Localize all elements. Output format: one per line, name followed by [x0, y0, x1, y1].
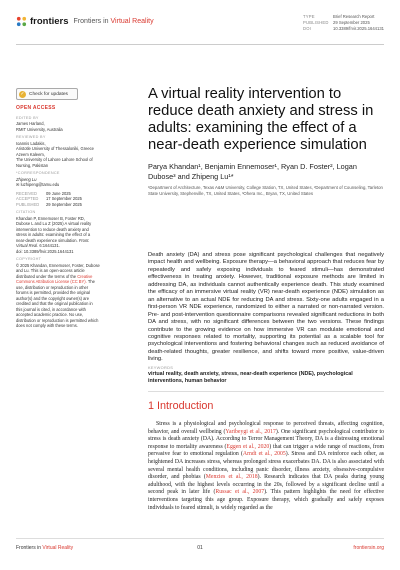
date-published: PUBLISHED 29 September 2025	[16, 201, 82, 207]
copyright-heading: COPYRIGHT	[16, 257, 42, 261]
reference-link[interactable]: Arndt et al., 2005	[242, 451, 286, 458]
keywords-divider	[148, 391, 384, 392]
keywords: virtual reality, death anxiety, stress, near-death experience (NDE), psychological interventions, human behavior	[148, 371, 353, 384]
reference-link[interactable]: Eggen et al., 2020	[226, 443, 270, 450]
footer-journal: Frontiers in Virtual Reality	[16, 545, 74, 551]
author-list: Parya Khandan¹, Benjamin Ennemoser¹, Ryan D. Foster², Logan Dubose³ and Zhipeng Lu¹*	[148, 162, 357, 181]
corresponding-email[interactable]: ✉ luzhipeng@tamu.edu	[16, 182, 60, 187]
article-meta	[303, 14, 384, 32]
editor: James Harland, RMIT University, Australia	[16, 121, 63, 132]
footer-divider	[16, 538, 384, 539]
section-heading-introduction: 1 Introduction	[148, 400, 214, 412]
check-for-updates-button[interactable]: ✓ Check for updates	[16, 88, 78, 100]
open-access-label: OPEN ACCESS	[16, 105, 56, 111]
check-icon: ✓	[20, 91, 25, 97]
license-link[interactable]: Creative Commons Attribution License (CC BY).	[16, 273, 93, 284]
footer-site-link[interactable]: frontiersin.org	[353, 545, 384, 551]
citation-heading: CITATION	[16, 210, 36, 214]
meta-doi: DOI 10.3389/frvir.2025.1644131	[303, 26, 384, 31]
article-title: A virtual reality intervention to reduce death anxiety and stress in adults: examining the effect of a near-death experience simulation	[148, 86, 374, 153]
dates-block	[16, 191, 100, 208]
frontiers-logo-icon	[16, 16, 27, 27]
reference-link[interactable]: Russac et al., 2007	[215, 489, 265, 496]
page-header	[16, 12, 384, 42]
page-number: 01	[197, 545, 203, 551]
article-header	[148, 86, 384, 196]
correspondence-heading: *CORRESPONDENCE	[16, 171, 60, 175]
affiliations: ¹Department of Architecture, Texas A&M University, College Station, TX, United States, ²Department of Counseling, Tarleton State University, Stephenville, TX, United States, ³Ohera Inc., Bryan, TX, United States	[148, 185, 383, 196]
date-accepted: ACCEPTED 17 September 2025	[16, 196, 82, 201]
header-divider	[16, 44, 384, 45]
introduction-paragraph: Stress is a physiological and psychological response to perceived threats, affecting cognition, behavior, and overall wellbeing (Yaribeygi et al., 2017). One significant psychological contributor to stress is death anxiety (DA). According to Terror Management Theory, DA is a distressing emotional response to mortality awareness (Eggen et al., 2020) that can trigger a wide range of reactions, from pervasive fear to emotional regulation (Arndt et al., 2005). Stress and DA reinforce each other, as heightened DA increases stress, whereas prolonged stress exacerbates DA. DA is also associated with several mental health conditions, including panic disorder, illness anxiety, obsessive-compulsive disorder, and phobias (Menzies et al., 2018). Research indicates that DA peaks during young adulthood, with the highest levels occurring in the 20s, followed by a significant decline until a second peak in later life (Russac et al., 2007). This pattern highlights the need for effective interventions targeting this age group. Exposure therapy, which gradually and safely exposes individuals to feared stimuli, is widely regarded as the	[148, 421, 385, 511]
reviewers: Ioannis Ladakis, Aristotle University of Thessaloniki, Greece Azeem Kaleem, The University of Lahore Lahore School of Nursing, Pakistan	[16, 140, 94, 168]
reference-link[interactable]: Menzies et al., 2018	[205, 474, 258, 481]
edited-by-heading: EDITED BY	[16, 115, 39, 120]
meta-type: TYPE Brief Research Report	[303, 14, 375, 19]
date-received: RECEIVED 09 June 2025	[16, 190, 71, 196]
meta-published: PUBLISHED 29 September 2025	[303, 20, 370, 25]
abstract: Death anxiety (DA) and stress pose significant psychological challenges that negatively impact health and wellbeing. Exposure therapy—a behavioral approach that reduces fear by repeatedly and safely exposing individuals to feared stimuli—has demonstrated effectiveness in treating anxiety. However, traditional exposure methods are limited in addressing DA, as individuals cannot authentically experience death. This study examined the efficacy of an immersive virtual reality (VR) near-death experience (NDE) simulation as an alternative to an actual NDE for reducing DA and stress. Sixty-one adults engaged in a first-person VR NDE experience, randomized to either a narrated or non-narrated version. Pre- and post-intervention questionnaire comparisons revealed significant reductions in both DA and stress, with no significant differences between the two versions. These findings contribute to the growing evidence on how immersive VR can modulate emotional and cognitive responses related to mortality, supporting its potential as a scalable tool for psychological interventions and fostering behavioral changes such as reduced avoidance of death-related thoughts, greater resilience, and shifts toward more positive, value-driven living.	[148, 252, 384, 363]
keywords-heading: KEYWORDS	[148, 365, 174, 370]
copyright-text: © 2025 Khandan, Ennemoser, Foster, Dubose and Lu. This is an open-access article distributed under the terms of the Creative Commons Attribution License (CC BY). The use, distribution or reproduction in other forums is permitted, provided the original author(s) and the copyright owner(s) are credited and that the original publication in this journal is cited, in accordance with accepted academic practice. No use, distribution or reproduction is permitted which does not comply with these terms.	[16, 262, 100, 328]
page-footer	[16, 545, 384, 551]
reference-link[interactable]: Yaribeygi et al., 2017	[225, 428, 276, 435]
journal-name: Frontiers in Virtual Reality	[73, 18, 154, 25]
reviewed-by-heading: REVIEWED BY	[16, 135, 46, 139]
citation-text: Khandan P, Ennemoser B, Foster RD, Dubose L and Lu Z (2025) A virtual reality intervention to reduce death anxiety and stress in adults: examining the effect of a near-death experience simulation. Front. Virtual Real. 6:1644131. doi: 10.3389/frvir.2025.1644131	[16, 215, 92, 254]
corresponding-author: Zhipeng Lu	[16, 176, 37, 182]
publisher-logo[interactable]	[16, 16, 154, 27]
sidebar	[16, 106, 100, 329]
brand-name: frontiers	[30, 16, 69, 27]
